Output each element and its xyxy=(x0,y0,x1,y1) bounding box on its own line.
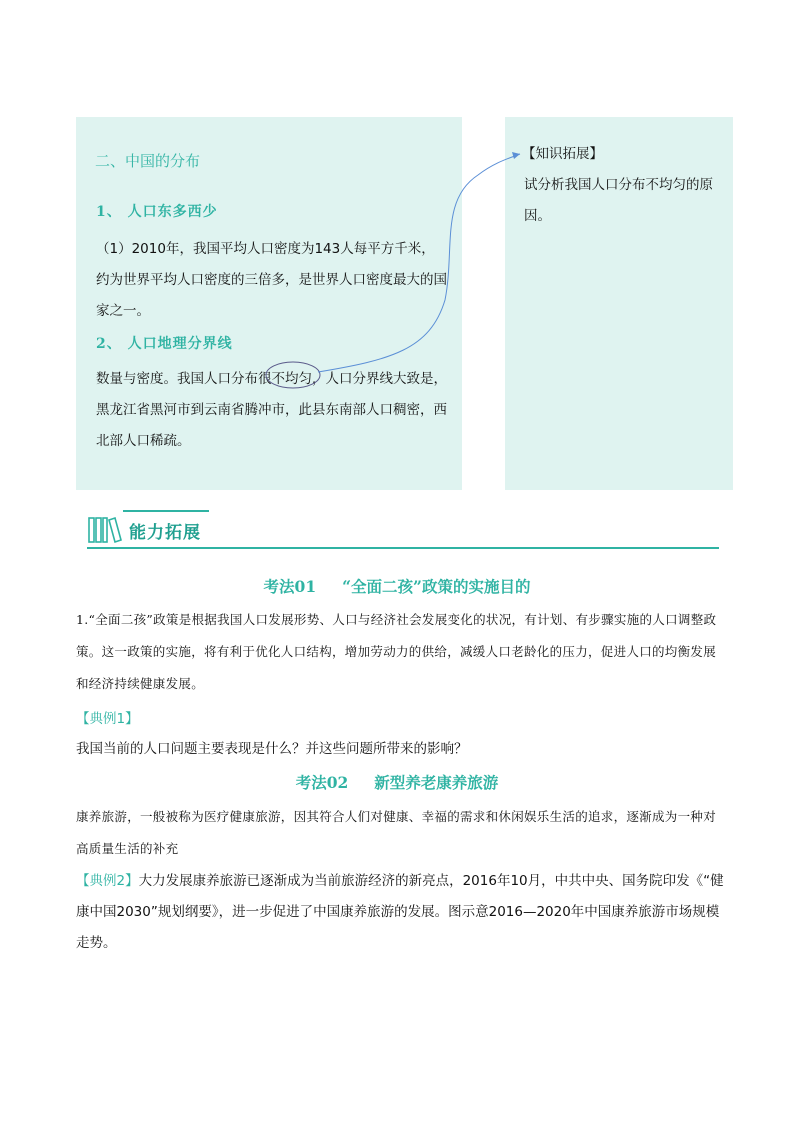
kaofa-02-title: 新型养老康养旅游 xyxy=(374,773,499,792)
paragraph-2 xyxy=(96,364,448,457)
kaofa-02-text: 康养旅游，一般被称为医疗健康旅游，因其符合人们对健康、幸福的需求和休闲娱乐生活的追求，逐渐成为一种对高质量生活的补充 xyxy=(76,809,717,856)
kaofa-01-heading xyxy=(0,575,794,597)
kaofa-02-number: 考法02 xyxy=(295,773,349,792)
subheading-2: 2、 人口地理分界线 xyxy=(96,336,233,352)
kaofa-01-number: 考法01 xyxy=(263,577,317,596)
example-1-question: 我国当前的人口问题主要表现是什么？并这些问题所带来的影响？ xyxy=(76,741,468,757)
example-2-paragraph xyxy=(76,866,726,959)
kaofa-02-heading xyxy=(0,771,794,793)
paragraph-1: （1）2010年，我国平均人口密度为143人每平方千米，约为世界平均人口密度的三倍多，是世界人口密度最大的国家之一。 xyxy=(96,241,447,319)
books-icon xyxy=(87,510,127,544)
example-2-text: 大力发展康养旅游已逐渐成为当前旅游经济的新亮点，2016年10月，中共中央、国务院印发《“健康中国2030”规划纲要》，进一步促进了中国康养旅游的发展。图示意2016—2020年中国康养旅游市场规模走势。 xyxy=(76,873,724,951)
paragraph-2-end: ，人口分界线大致是，黑龙江省黑河市到云南省腾冲市，此县东南部人口稠密，西北部人口稀疏。 xyxy=(96,371,447,449)
header-topline xyxy=(123,510,209,512)
example-1-label: 【典例1】 xyxy=(76,711,139,727)
example-2-label: 【典例2】 xyxy=(76,873,139,889)
header-divider xyxy=(87,547,719,549)
ability-header xyxy=(87,510,719,550)
kaofa-01-text: 1.“全面二孩”政策是根据我国人口发展形势、人口与经济社会发展变化的状况，有计划、有步骤实施的人口调整政策。这一政策的实施，将有利于优化人口结构，增加劳动力的供给，减缓人口老龄化的压力，促进人口的均衡发展和经济持续健康发展。 xyxy=(76,612,717,691)
knowledge-text: 试分析我国人口分布不均匀的原因。 xyxy=(524,177,713,224)
section-title: 二、中国的分布 xyxy=(95,152,201,170)
ability-title: 能力拓展 xyxy=(129,523,201,543)
subheading-1: 1、 人口东多西少 xyxy=(96,204,218,220)
kaofa-01-title: “全面二孩”政策的实施目的 xyxy=(342,577,531,596)
knowledge-heading: 【知识拓展】 xyxy=(522,146,603,162)
example-1-tag xyxy=(76,707,139,727)
circled-phrase: 很不均匀 xyxy=(258,371,312,387)
paragraph-2-start: 数量与密度。我国人口分布 xyxy=(96,371,258,387)
